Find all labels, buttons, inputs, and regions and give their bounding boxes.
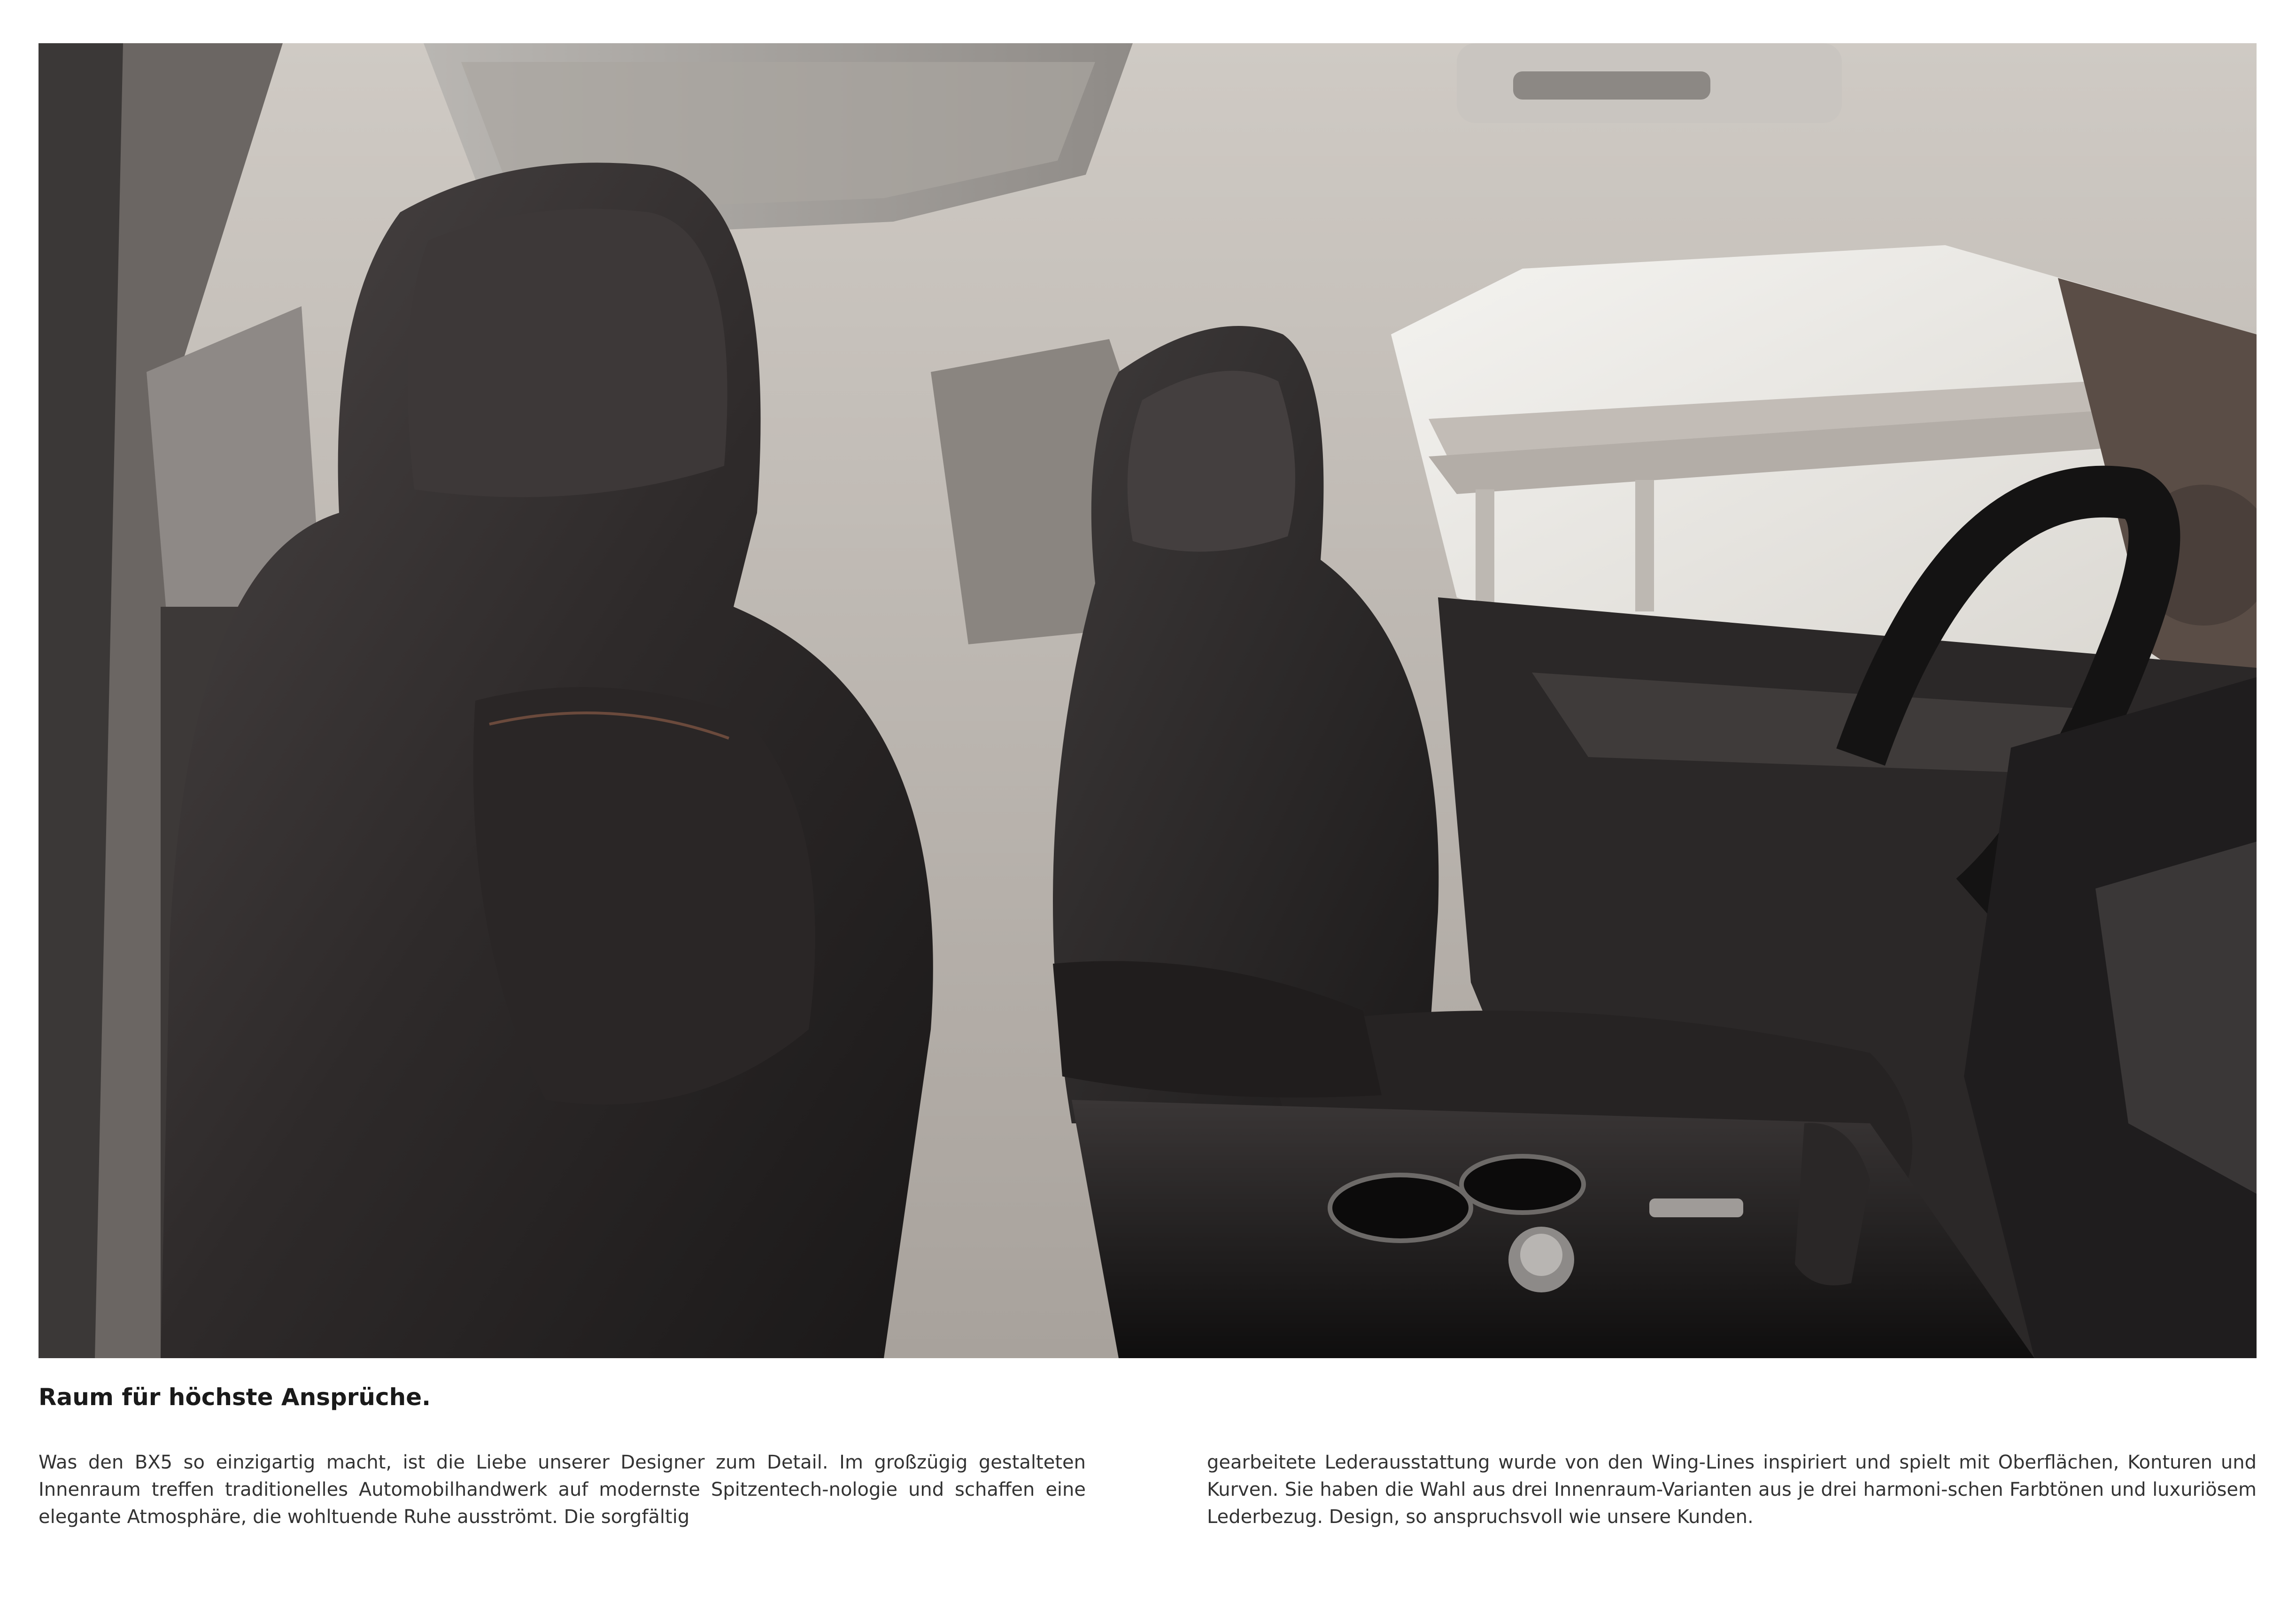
- body-text-left-column: Was den BX5 so einzigartig macht, ist die Liebe unserer Designer zum Detail. Im großzügig gestalteten Innenraum treffen traditionelles Automobilhandwerk auf modernste Spitzentech-nologie und schaffen eine elegante Atmosphäre, die wohltuende Ruhe ausströmt. Die sorgfältig: [39, 1452, 1086, 1528]
- section-heading: Raum für höchste Ansprüche.: [39, 1384, 431, 1411]
- car-interior-photo: [39, 43, 2257, 1358]
- body-text-right-column: gearbeitete Lederausstattung wurde von den Wing-Lines inspiriert und spielt mit Oberflächen, Konturen und Kurven. Sie haben die Wahl aus drei Innenraum-Varianten aus je drei harmoni-schen Farbtönen und luxuriösem Lederbezug. Design, so anspruchsvoll wie unsere Kunden.: [1207, 1452, 2257, 1528]
